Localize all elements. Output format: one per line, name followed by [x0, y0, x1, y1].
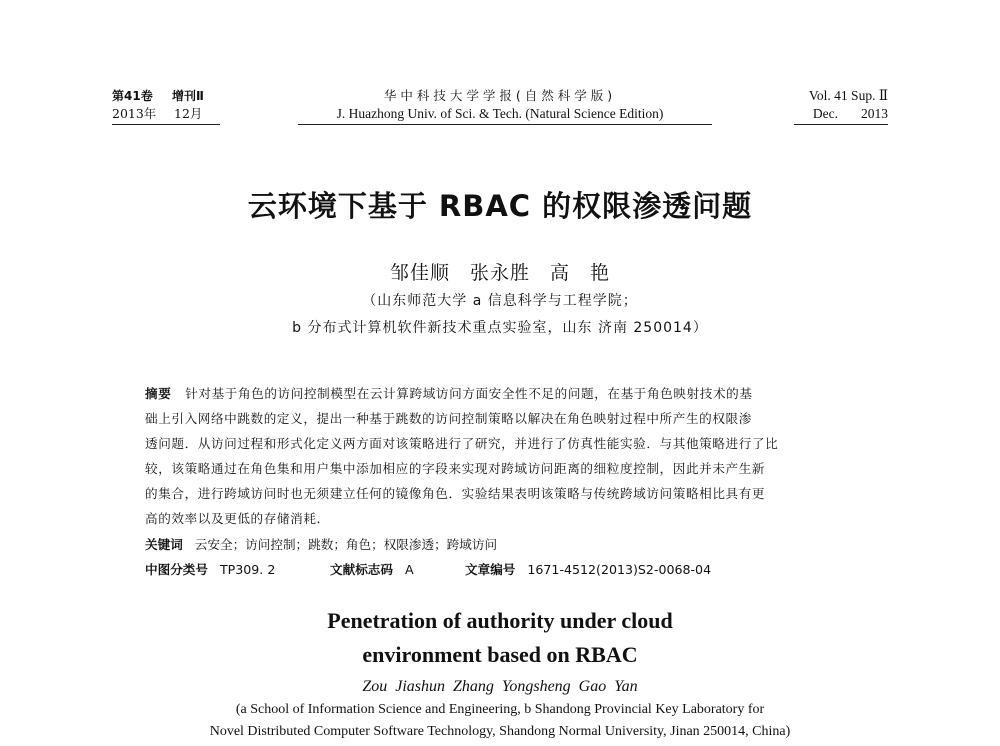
article-title-en-line1: Penetration of authority under cloud — [327, 608, 673, 633]
doc-code-value: A — [404, 562, 414, 577]
doc-code-row — [330, 559, 414, 578]
affiliation-cn-line1: （山东师范大学 a 信息科学与工程学院； — [362, 293, 638, 309]
keywords-label: 关键词 — [145, 537, 183, 552]
affiliation-en-line1: (a School of Information Science and Engineering, b Shandong Provincial Key Laboratory for — [235, 702, 765, 717]
abstract-label: 摘要 — [145, 386, 172, 401]
header-rule-center — [298, 124, 712, 125]
authors-en: Zou Jiashun Zhang Yongsheng Gao Yan — [362, 678, 638, 695]
header-rule-left — [112, 124, 220, 125]
header-supplement-cn: 增刊Ⅱ — [172, 89, 204, 103]
header-year-en: 2013 — [861, 106, 888, 121]
article-number-label: 文章编号 — [465, 562, 516, 577]
article-title-cn: 云环境下基于 RBAC 的权限渗透问题 — [247, 189, 753, 223]
article-number-row — [465, 559, 711, 578]
journal-title-cn: 华中科技大学学报(自然科学版) — [383, 88, 617, 103]
header-rule-right — [794, 124, 888, 125]
article-title-en-line2: environment based on RBAC — [362, 642, 638, 667]
classification-row — [145, 559, 275, 578]
abstract-line-5: 的集合，进行跨域访问时也无须建立任何的镜像角色．实验结果表明该策略与传统跨域访问策略相比具有更 — [145, 486, 766, 501]
header-month-en: Dec. — [812, 106, 838, 121]
abstract-line-4: 较，该策略通过在角色集和用户集中添加相应的字段来实现对跨域访问距离的细粒度控制，因此并未产生新 — [145, 461, 766, 476]
abstract-line-1 — [145, 383, 753, 404]
article-number-value: 1671-4512(2013)S2-0068-04 — [527, 562, 712, 577]
abstract-line-2: 础上引入网络中跳数的定义，提出一种基于跳数的访问控制策略以解决在角色映射过程中所产生的权限渗 — [145, 411, 752, 426]
clc-label: 中图分类号 — [145, 562, 208, 577]
header-volume-en: Vol. 41 Sup. Ⅱ — [808, 88, 888, 103]
affiliation-en-line2: Novel Distributed Computer Software Technology, Shandong Normal University, Jinan 250014, China) — [209, 724, 791, 739]
doc-code-label: 文献标志码 — [330, 562, 393, 577]
header-volume-cn: 第41卷 — [112, 89, 153, 103]
abstract-line-3: 透问题．从访问过程和形式化定义两方面对该策略进行了研究，并进行了仿真性能实验．与其他策略进行了比 — [145, 436, 779, 451]
journal-title-en: J. Huazhong Univ. of Sci. & Tech. (Natural Science Edition) — [336, 106, 664, 121]
abstract-line-6: 高的效率以及更低的存储消耗． — [145, 511, 330, 526]
keywords-row — [145, 534, 497, 553]
affiliation-cn-line2: b 分布式计算机软件新技术重点实验室，山东 济南 250014） — [292, 320, 708, 336]
authors-cn: 邹佳顺 张永胜 高 艳 — [389, 262, 610, 284]
keywords-value: 云安全；访问控制；跳数；角色；权限渗透；跨域访问 — [194, 537, 498, 552]
header-year-cn: 2013年 — [112, 106, 157, 121]
clc-value: TP309. 2 — [219, 562, 276, 577]
abstract-text-1: 针对基于角色的访问控制模型在云计算跨域访问方面安全性不足的问题，在基于角色映射技术的基 — [185, 386, 753, 401]
header-month-cn: 12月 — [174, 106, 203, 121]
